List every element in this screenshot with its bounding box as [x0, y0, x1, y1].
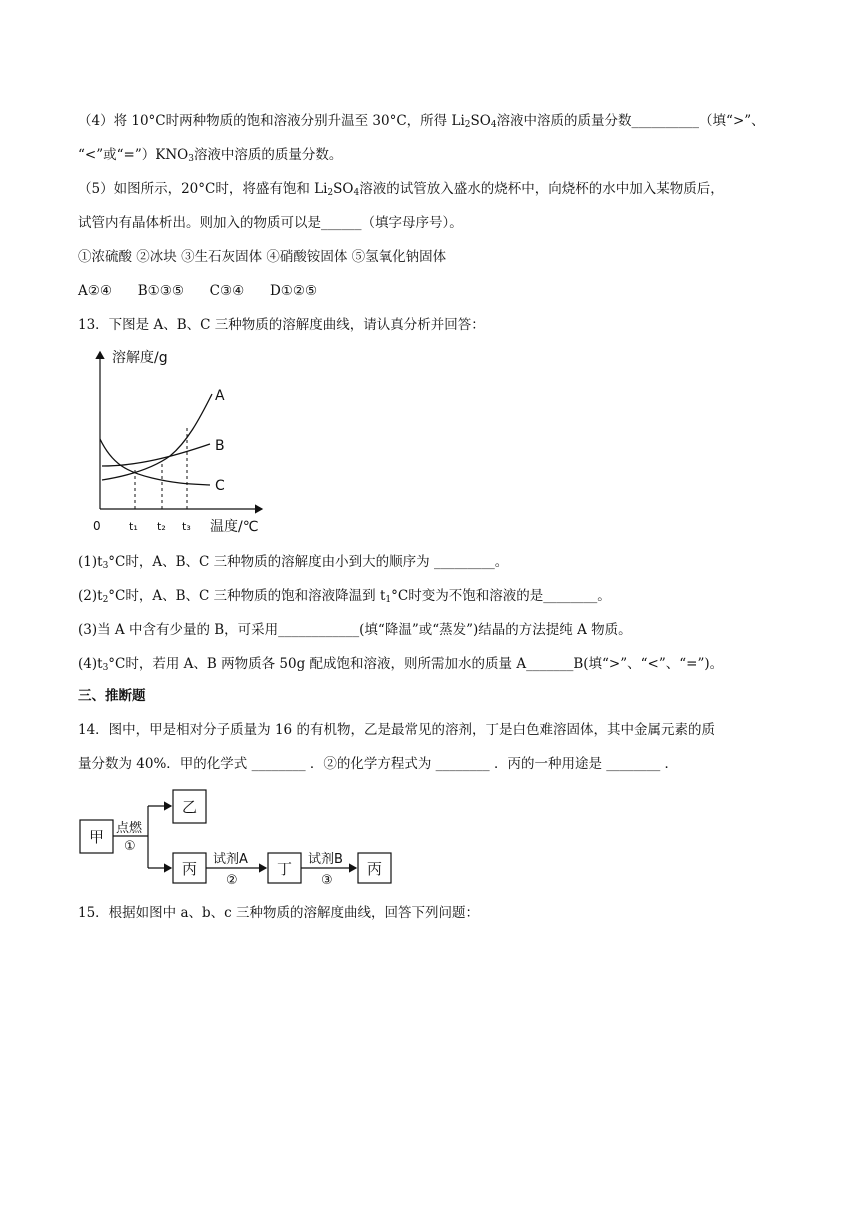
- series-a-label: A: [215, 388, 225, 404]
- q15-stem: 15．根据如图中 a、b、c 三种物质的溶解度曲线，回答下列问题：: [78, 905, 480, 921]
- svg-text:丙: 丙: [366, 860, 383, 878]
- tick-label: t₂: [157, 520, 166, 533]
- svg-text:乙: 乙: [181, 798, 198, 816]
- arrow-1-label: 点燃: [116, 821, 143, 836]
- svg-text:丁: 丁: [276, 860, 293, 878]
- arrow-1-num: ①: [124, 839, 136, 854]
- svg-text:甲: 甲: [88, 828, 105, 846]
- series-c-curve: [100, 439, 210, 485]
- arrow-3-num: ③: [321, 873, 333, 888]
- series-b-label: B: [215, 438, 225, 454]
- tick-label: t₃: [182, 520, 191, 533]
- tick-label: t₁: [129, 520, 138, 533]
- q12-part5-choices: A②④ B①③⑤ C③④ D①②⑤: [78, 283, 318, 299]
- q13-stem: 13．下图是 A、B、C 三种物质的溶解度曲线，请认真分析并回答：: [78, 317, 485, 333]
- q13-sub1: $(1)t_3^\circ C$时，A、B、C 三种物质的溶解度由小到大的顺序为 _________。: [78, 554, 509, 571]
- arrow-2-num: ②: [226, 873, 238, 888]
- q12-part5-options: ①浓硫酸 ②冰块 ③生石灰固体 ④硝酸铵固体 ⑤氢氧化钠固体: [78, 249, 447, 265]
- q12-part5-line1: （5）如图所示，20°C时，将盛有饱和 $Li_2SO_4$溶液的试管放入盛水的烧杯中，向烧杯的水中加入某物质后，: [78, 181, 724, 198]
- x-axis-label: 温度/℃: [210, 519, 259, 535]
- q12-part4-line2: “<”或“$=”)KNO_3$溶液中溶质的质量分数。: [78, 147, 343, 164]
- arrow-3-label: 试剂B: [308, 852, 343, 867]
- origin-label: 0: [93, 519, 101, 533]
- q13-sub4: $(4)t_3^\circ C$时，若用 A、B 两物质各 50g 配成饱和溶液，则所需加水的质量 A_______B(填“>”、“<”、“=”)。: [78, 656, 724, 673]
- series-a-curve: [102, 394, 212, 480]
- q14-line2: 量分数为 40%．甲的化学式 ________ ．②的化学方程式为 ________ ．丙的一种用途是 ________ ．: [78, 756, 679, 772]
- svg-text:丙: 丙: [181, 860, 198, 878]
- y-axis-label: 溶解度/g: [112, 350, 168, 366]
- section-heading: 三、推断题: [78, 688, 146, 704]
- q12-part4-line1: （4）将 10°C时两种物质的饱和溶液分别升温至 30°C，所得 $Li_2SO_4$溶液中溶质的质量分数__________（填“>”、: [78, 113, 765, 130]
- series-c-label: C: [215, 478, 225, 494]
- inference-diagram: [78, 788, 398, 888]
- arrow-2-label: 试剂A: [213, 852, 248, 867]
- solubility-chart: [82, 342, 272, 537]
- q13-sub3: (3)当 A 中含有少量的 B，可采用____________(填“降温”或“蒸发”)结晶的方法提纯 A 物质。: [78, 622, 632, 638]
- q13-sub2: $(2)t_2^\circ C$时，A、B、C 三种物质的饱和溶液降温到 $t_1^\circ C$时变为不饱和溶液的是________。: [78, 588, 611, 605]
- q14-line1: 14．图中，甲是相对分子质量为 16 的有机物，乙是最常见的溶剂，丁是白色难溶固体，其中金属元素的质: [78, 722, 715, 738]
- q12-part5-line2: 试管内有晶体析出。则加入的物质可以是______（填字母序号）。: [78, 215, 463, 231]
